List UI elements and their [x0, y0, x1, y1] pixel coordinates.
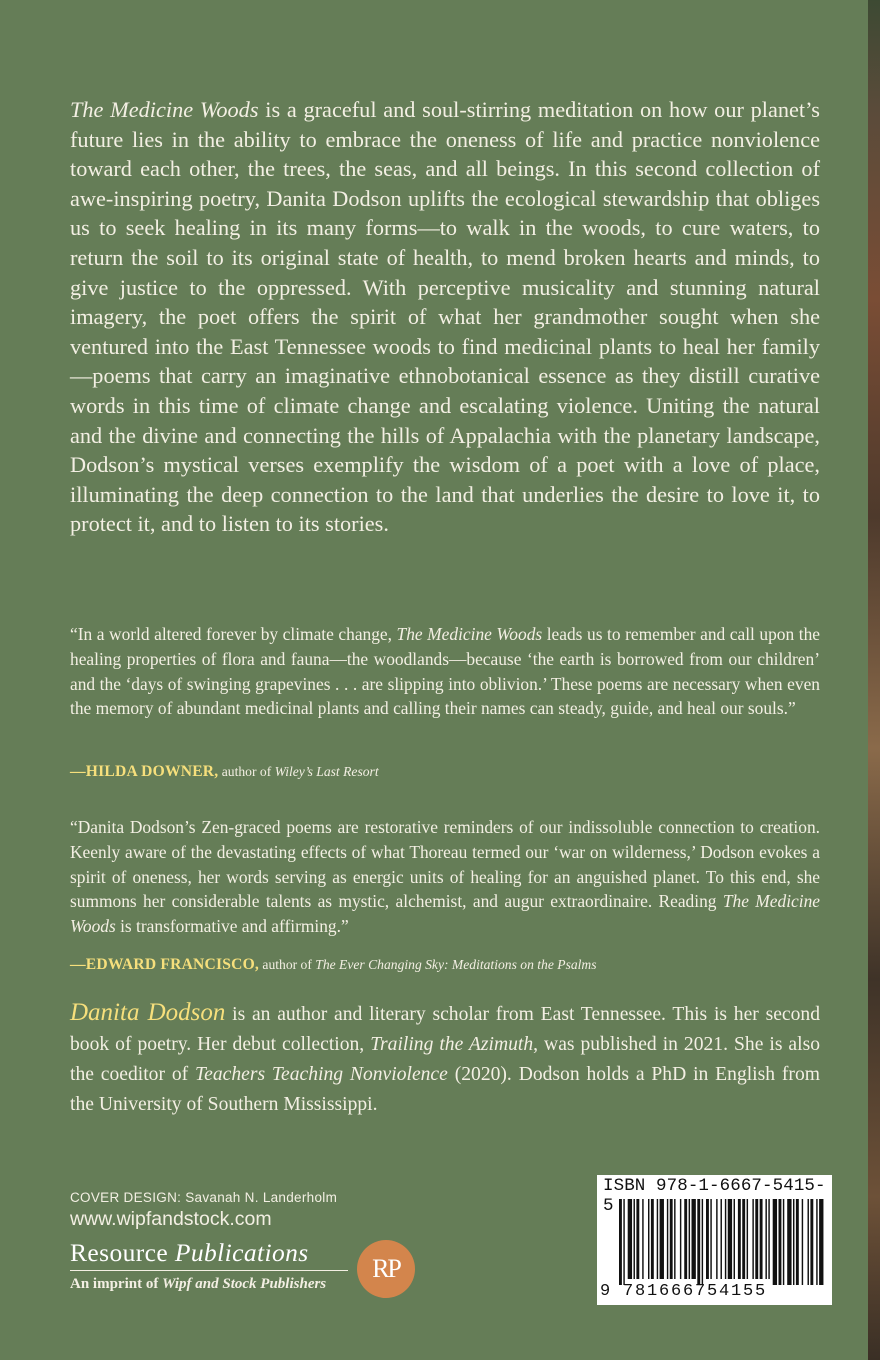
- blurb-2-text-a: “Danita Dodson’s Zen-graced poems are restorative reminders of our indissoluble connection to creation. Keenly aware of the devastating effects of what Thoreau termed our ‘war on wilderness,’ Dodson evokes a spirit of oneness, her words serving as energic units of healing for an anguished planet. To this end, she summons her considerable talents as mystic, alchemist, and augur extraordinaire. Reading: [70, 817, 820, 912]
- publisher-divider: [70, 1270, 348, 1271]
- barcode-digits: 781666754155: [623, 1282, 768, 1301]
- imprint-text: An imprint of: [70, 1276, 163, 1292]
- barcode-bar: [773, 1199, 777, 1285]
- isbn-label: ISBN 978-1-6667-5415-5: [603, 1176, 826, 1216]
- barcode-bar: [796, 1199, 799, 1285]
- barcode-bar: [692, 1199, 696, 1279]
- barcode-bar: [721, 1199, 722, 1279]
- barcode-bar: [747, 1199, 748, 1279]
- barcode-bar: [619, 1199, 622, 1285]
- barcode-bar: [660, 1199, 664, 1279]
- publisher-name-b: Publications: [174, 1238, 309, 1267]
- barcode-bar: [697, 1199, 700, 1285]
- blurb-2-author-book: The Ever Changing Sky: Meditations on the Psalms: [315, 957, 597, 972]
- blurb-1-attribution: [70, 763, 379, 781]
- barcode-bar: [793, 1199, 794, 1285]
- blurb-1-dash: —: [70, 763, 86, 780]
- blurb-quote-2: [70, 815, 820, 939]
- barcode-bar: [752, 1199, 753, 1279]
- barcode-bar: [710, 1199, 711, 1279]
- bio-text-2: , was published in 2021. She is also the coeditor of: [70, 1034, 820, 1085]
- cover-photo-edge: [868, 0, 880, 1360]
- barcode-first-digit: 9: [600, 1282, 611, 1301]
- imprint-publisher: Wipf and Stock Publishers: [162, 1276, 327, 1292]
- barcode-bar: [689, 1199, 690, 1279]
- isbn-barcode: [597, 1175, 832, 1305]
- bio-text-1: is an author and literary scholar from East Tennessee. This is her second book of poetry. Her debut collection,: [70, 1004, 820, 1055]
- barcode-bar: [667, 1199, 668, 1279]
- barcode-bar: [783, 1199, 784, 1285]
- barcode-bar: [779, 1199, 782, 1285]
- barcode-bar: [680, 1199, 681, 1279]
- barcode-bar: [648, 1199, 649, 1279]
- barcode-bar: [628, 1199, 632, 1279]
- barcode-bar: [738, 1199, 741, 1279]
- blurb-2-text-b: is transformative and affirming.”: [115, 916, 349, 937]
- blurb-1-text-a: “In a world altered forever by climate change,: [70, 624, 397, 644]
- publisher-name-a: Resource: [70, 1238, 169, 1267]
- barcode-bar: [765, 1199, 766, 1279]
- blurb-1-book-title: The Medicine Woods: [396, 624, 543, 644]
- blurb-2-book-title: The Medicine Woods: [70, 891, 820, 937]
- barcode-bar: [819, 1199, 823, 1285]
- publisher-website: www.wipfandstock.com: [70, 1208, 272, 1230]
- barcode-bar: [716, 1199, 717, 1279]
- blurb-2-author: EDWARD FRANCISCO,: [85, 956, 260, 973]
- blurb-1-author-book: Wiley’s Last Resort: [274, 764, 379, 779]
- barcode-bar: [787, 1199, 791, 1285]
- barcode-bar: [642, 1199, 643, 1279]
- barcode-bar: [634, 1199, 635, 1279]
- publisher-imprint: [70, 1276, 326, 1293]
- author-bio: [70, 998, 820, 1120]
- barcode-bar: [657, 1199, 658, 1279]
- bio-book-2: Teachers Teaching Nonviolence: [195, 1064, 448, 1085]
- rp-logo-icon: RP: [357, 1240, 415, 1298]
- barcode-bar: [684, 1199, 687, 1279]
- barcode-bar: [706, 1199, 709, 1279]
- barcode-bar: [742, 1199, 745, 1279]
- barcode-bar: [636, 1199, 639, 1279]
- blurb-1-author: HILDA DOWNER,: [85, 763, 219, 780]
- barcode-bar: [760, 1199, 763, 1279]
- barcode-bar: [651, 1199, 654, 1279]
- description-text: is a graceful and soul-stirring meditation on how our planet’s future lies in the ability to embrace the oneness of life and practice nonviolence toward each other, the trees, the seas, and all beings. In this second collection of awe-inspiring poetry, Danita Dodson uplifts the ecological stewardship that obliges us to seek healing in its many forms—to walk in the woods, to cure waters, to return the soil to its original state of health, to mend broken hearts and minds, to give justice to the oppressed. With perceptive musicality and stunning natural imagery, the poet offers the spirit of what her grandmother sought when she ventured into the East Tennessee woods to find medicinal plants to heal her family—poems that carry an imaginative ethnobotanical essence as they distill curative words in this time of climate change and escalating violence. Uniting the natural and the divine and connecting the hills of Appalachia with the planetary landscape, Dodson’s mystical verses exemplify the wisdom of a poet with a love of place, illuminating the deep connection to the land that underlies the desire to love it, to protect it, and to listen to its stories.: [70, 97, 820, 537]
- blurb-2-dash: —: [70, 956, 86, 973]
- blurb-2-attribution: [70, 956, 597, 974]
- barcode-bar: [734, 1199, 735, 1279]
- blurb-1-author-of: author of: [218, 764, 275, 779]
- barcode-bar: [802, 1199, 803, 1285]
- barcode-bar: [674, 1199, 675, 1279]
- barcode-bar: [808, 1199, 809, 1285]
- description-book-title: The Medicine Woods: [70, 97, 259, 122]
- book-description: [70, 95, 820, 539]
- barcode-bar: [810, 1199, 813, 1285]
- bio-text-3: (2020). Dodson holds a PhD in English from the University of Southern Mississippi.: [70, 1064, 820, 1115]
- blurb-1-text-b: leads us to remember and call upon the healing properties of flora and fauna—the woodlands—because ‘the earth is borrowed from our children’ and the ‘days of swinging grapevines . . . are slipping into oblivion.’ These poems are necessary when even the memory of abundant medicinal plants and calling their names can steady, guide, and heal our souls.”: [70, 624, 820, 719]
- barcode-bar: [816, 1199, 817, 1285]
- barcode-bar: [702, 1199, 703, 1285]
- barcode-bar: [725, 1199, 726, 1279]
- blurb-2-author-of: author of: [259, 957, 316, 972]
- publisher-name: [70, 1238, 309, 1268]
- barcode-bar: [670, 1199, 673, 1279]
- blurb-quote-1: [70, 622, 820, 721]
- barcode-bar: [623, 1199, 624, 1285]
- barcode-bar: [768, 1199, 769, 1279]
- barcode-bar: [755, 1199, 758, 1279]
- cover-design-credit: COVER DESIGN: Savanah N. Landerholm: [70, 1190, 338, 1205]
- author-name: Danita Dodson: [70, 999, 226, 1026]
- bio-book-1: Trailing the Azimuth: [370, 1034, 534, 1055]
- barcode-bar: [728, 1199, 732, 1279]
